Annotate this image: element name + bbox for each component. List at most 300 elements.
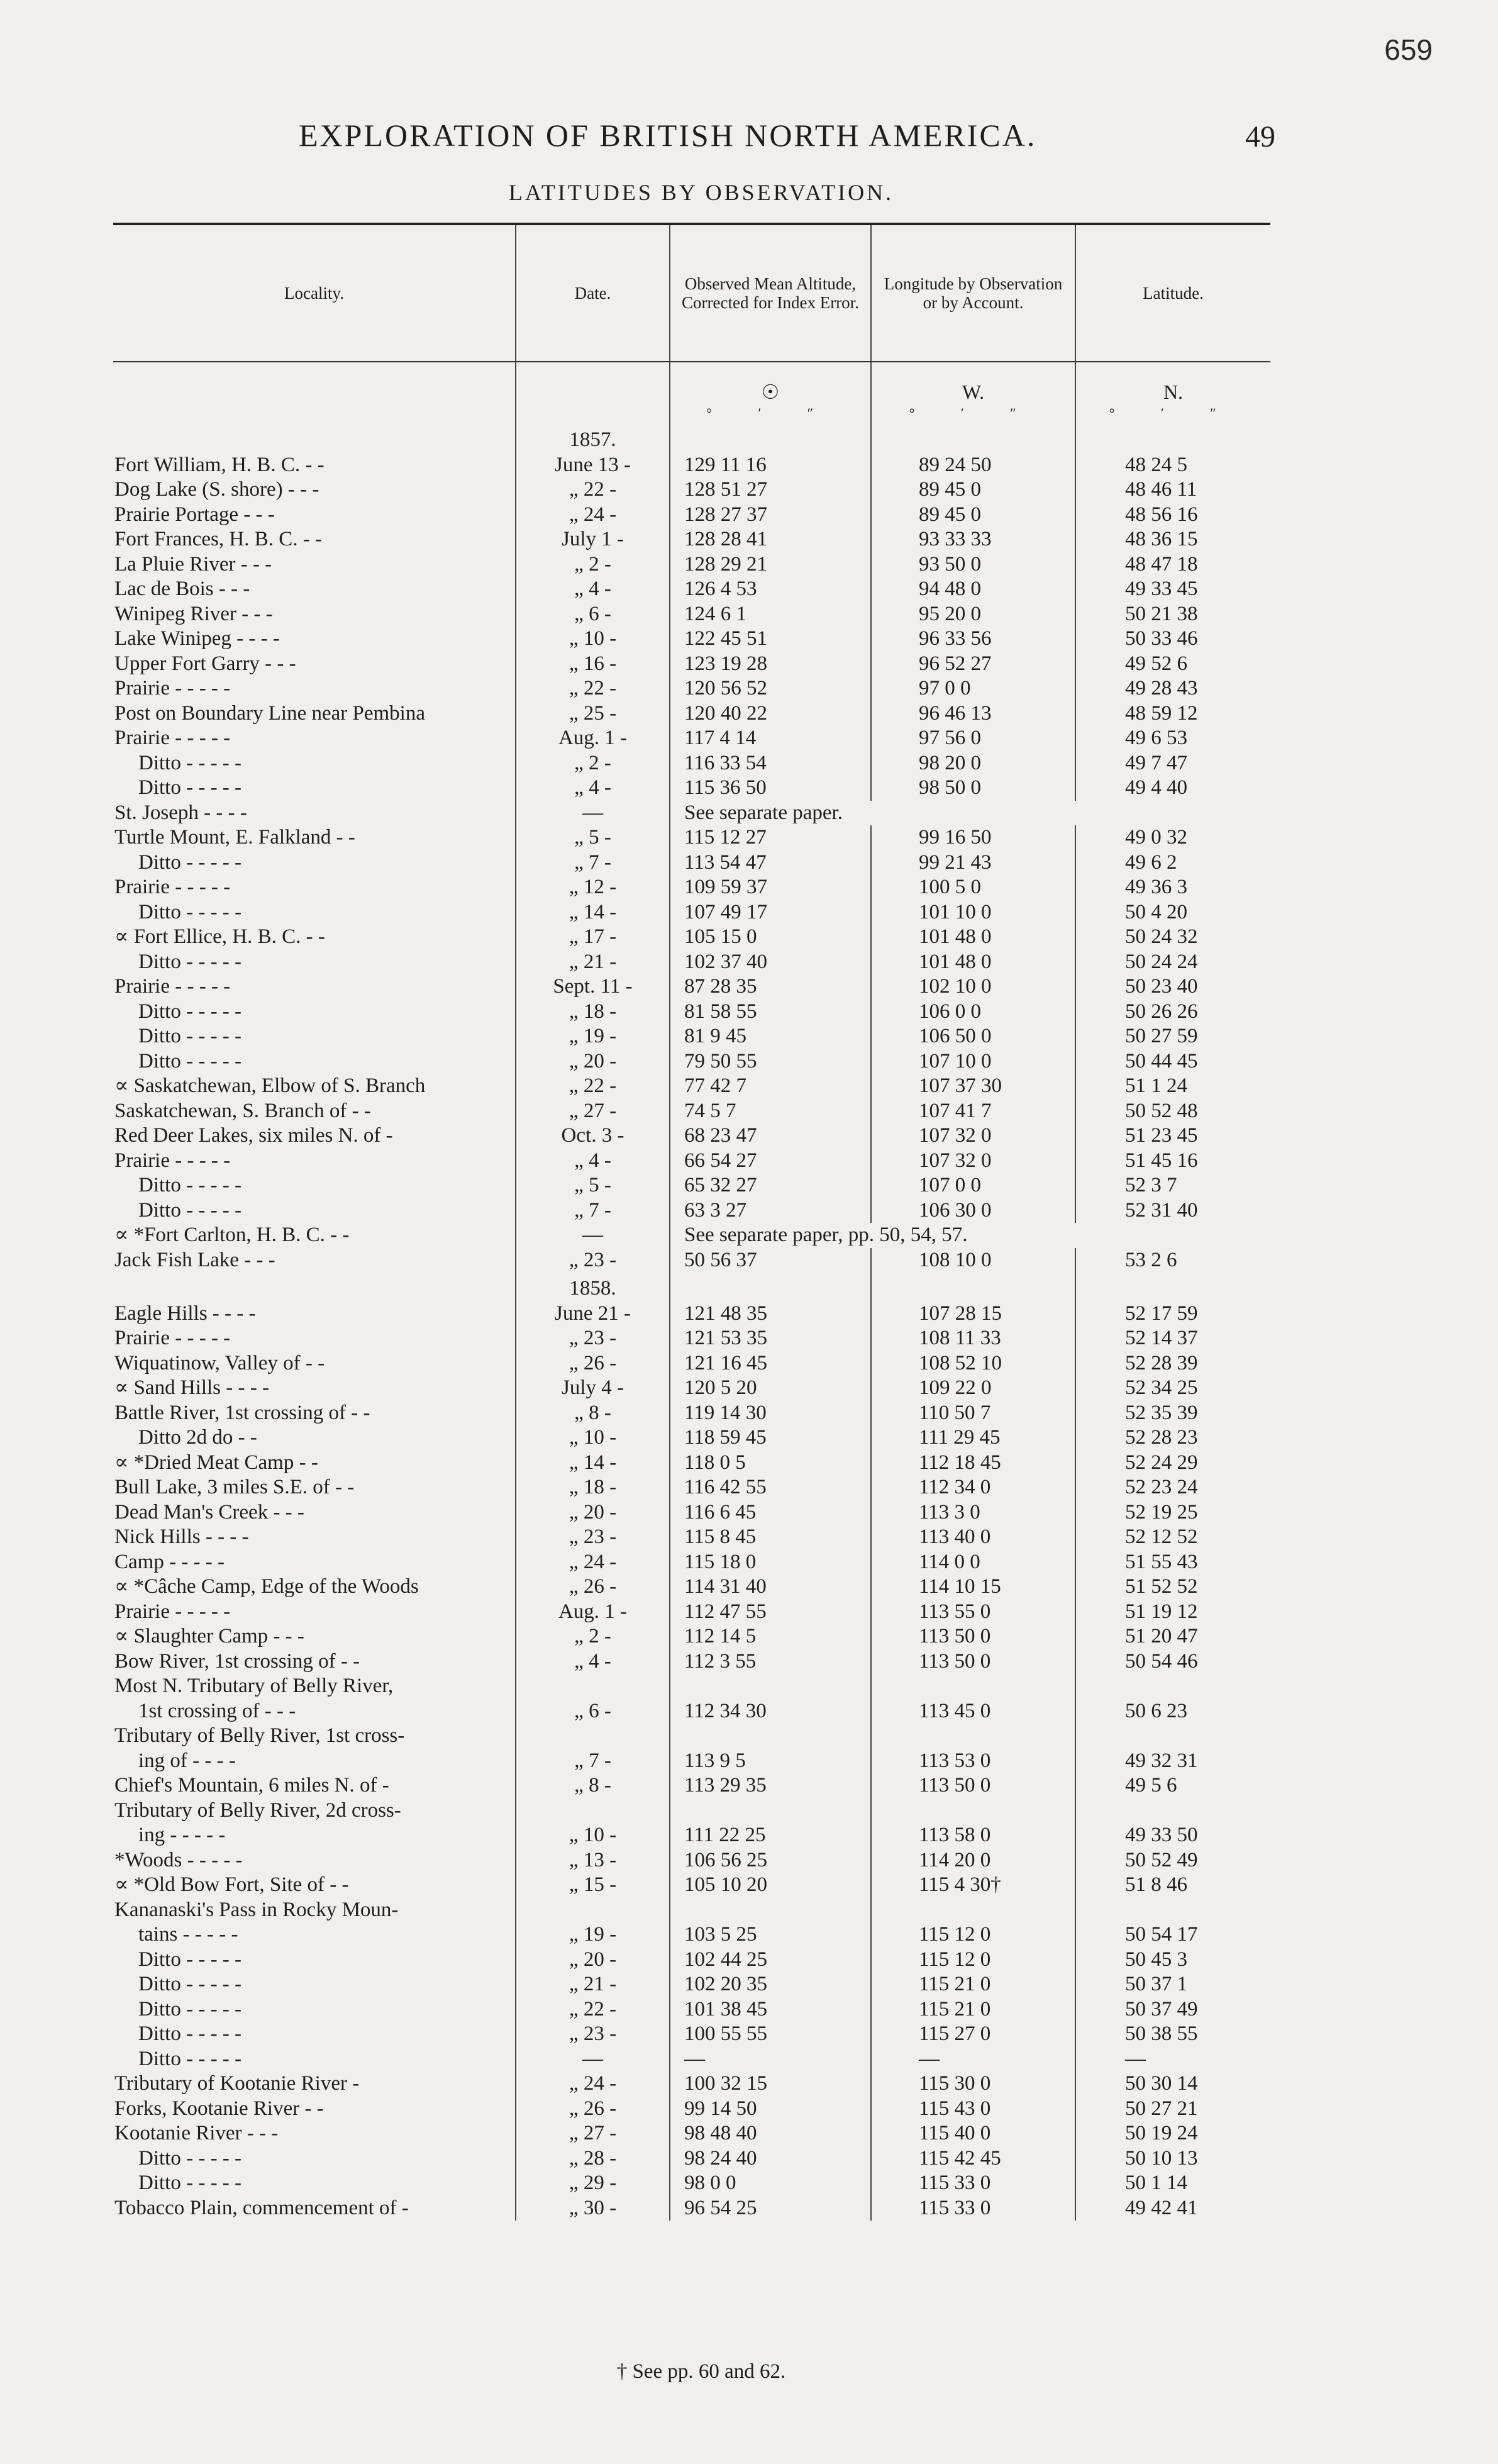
date-cell: „ 26 - <box>516 1351 670 1376</box>
date-cell: „ 13 - <box>516 1848 670 1873</box>
table-row <box>113 1401 1270 1426</box>
longitude-cell: 96 46 13 <box>871 701 1075 727</box>
latitude-cell: 48 59 12 <box>1075 701 1270 727</box>
altitude-cell <box>670 1898 871 1923</box>
locality-cell: Bull Lake, 3 miles S.E. of - - <box>114 1476 355 1498</box>
longitude-cell: 113 50 0 <box>871 1624 1075 1649</box>
longitude-cell: 108 10 0 <box>871 1248 1075 1273</box>
date-cell: „ 17 - <box>516 925 670 950</box>
date-cell: „ 24 - <box>516 503 670 528</box>
latitude-cell: 52 28 23 <box>1075 1425 1270 1451</box>
altitude-cell: 128 29 21 <box>670 552 871 577</box>
latitude-cell <box>1075 1898 1270 1923</box>
latitude-cell: 48 24 5 <box>1075 453 1270 478</box>
longitude-cell: 99 21 43 <box>871 850 1075 876</box>
table-row <box>113 2171 1270 2196</box>
date-cell: „ 19 - <box>516 1024 670 1049</box>
longitude-cell: 112 34 0 <box>871 1475 1075 1500</box>
date-cell: „ 22 - <box>516 477 670 503</box>
table-row <box>113 1049 1270 1074</box>
latitude-cell: 48 36 15 <box>1075 527 1270 552</box>
table-row <box>113 1948 1270 1973</box>
altitude-cell: 100 55 55 <box>670 2022 871 2047</box>
north-symbol: N. <box>1075 381 1270 403</box>
altitude-cell: 105 10 20 <box>670 1873 871 1898</box>
locality-cell: Ditto - - - - - <box>138 2146 242 2170</box>
longitude-cell: 106 50 0 <box>871 1024 1075 1049</box>
altitude-cell: 102 37 40 <box>670 950 871 975</box>
longitude-cell: 93 33 33 <box>871 527 1075 552</box>
table-row <box>113 1376 1270 1401</box>
table-row <box>113 602 1270 627</box>
table-row <box>113 1997 1270 2022</box>
date-cell: „ 2 - <box>516 552 670 577</box>
date-cell: „ 27 - <box>516 2121 670 2146</box>
spacer-row <box>113 362 1270 381</box>
latitude-cell: 50 37 49 <box>1075 1997 1270 2022</box>
altitude-cell: 81 9 45 <box>670 1024 871 1049</box>
locality-cell: Prairie - - - - - <box>114 727 231 749</box>
locality-cell: ∝ Fort Ellice, H. B. C. - - <box>114 925 325 948</box>
table-row <box>113 1773 1270 1798</box>
latitude-cell: 50 33 46 <box>1075 627 1270 652</box>
latitude-cell: 50 27 59 <box>1075 1024 1270 1049</box>
longitude-cell: 113 55 0 <box>871 1600 1075 1625</box>
altitude-cell <box>670 1674 871 1699</box>
longitude-cell: 115 30 0 <box>871 2071 1075 2097</box>
locality-cell: Jack Fish Lake - - - <box>114 1248 275 1271</box>
latitude-cell: 50 52 49 <box>1075 1848 1270 1873</box>
longitude-cell: 98 20 0 <box>871 751 1075 776</box>
locality-cell: ing - - - - - <box>138 1824 226 1846</box>
date-cell: Sept. 11 - <box>516 974 670 1000</box>
locality-cell: ∝ *Câche Camp, Edge of the Woods <box>114 1575 419 1598</box>
longitude-cell: 115 33 0 <box>871 2196 1075 2221</box>
altitude-cell: 115 36 50 <box>670 776 871 801</box>
latitude-cell: 51 8 46 <box>1075 1873 1270 1898</box>
year-row <box>113 1273 1270 1302</box>
date-cell: „ 22 - <box>516 676 670 701</box>
longitude-cell: 113 50 0 <box>871 1649 1075 1675</box>
longitude-cell: 111 29 45 <box>871 1425 1075 1451</box>
table-row <box>113 751 1270 776</box>
date-cell: „ 24 - <box>516 2071 670 2097</box>
date-cell: „ 23 - <box>516 1326 670 1351</box>
longitude-cell: 107 32 0 <box>871 1123 1075 1149</box>
latitude-cell: 48 56 16 <box>1075 503 1270 528</box>
unit-dms-row <box>113 403 1270 424</box>
table-row <box>113 1749 1270 1774</box>
date-cell <box>516 1674 670 1699</box>
date-cell: „ 22 - <box>516 1074 670 1099</box>
latitude-cell: 51 45 16 <box>1075 1149 1270 1174</box>
date-cell: „ 21 - <box>516 950 670 975</box>
table-row <box>113 652 1270 677</box>
latitude-cell: 52 35 39 <box>1075 1401 1270 1426</box>
table-row <box>113 1425 1270 1451</box>
altitude-cell: 106 56 25 <box>670 1848 871 1873</box>
locality-cell: Forks, Kootanie River - - <box>114 2097 324 2120</box>
unit-symbol-row <box>113 381 1270 403</box>
locality-cell: ∝ Saskatchewan, Elbow of S. Branch <box>114 1074 426 1097</box>
altitude-cell: 98 0 0 <box>670 2171 871 2196</box>
locality-cell <box>113 424 516 453</box>
locality-cell: Tributary of Kootanie River - <box>114 2072 360 2095</box>
longitude-cell: 115 42 45 <box>871 2146 1075 2171</box>
longitude-cell: 93 50 0 <box>871 552 1075 577</box>
altitude-cell: 77 42 7 <box>670 1074 871 1099</box>
locality-cell: Prairie - - - - - <box>114 876 231 898</box>
locality-cell: Bow River, 1st crossing of - - <box>114 1649 360 1673</box>
altitude-cell: 128 28 41 <box>670 527 871 552</box>
altitude-cell: 115 8 45 <box>670 1525 871 1550</box>
table-row <box>113 2097 1270 2122</box>
altitude-cell: 121 53 35 <box>670 1326 871 1351</box>
locality-cell: Camp - - - - - <box>114 1550 225 1573</box>
locality-cell: Ditto - - - - - <box>138 950 242 973</box>
header-locality: Locality. <box>113 224 516 362</box>
longitude-cell: 98 50 0 <box>871 776 1075 801</box>
altitude-cell: 101 38 45 <box>670 1997 871 2022</box>
dms-altitude: ° ′ ″ <box>670 403 871 424</box>
longitude-cell: 107 28 15 <box>871 1302 1075 1327</box>
locality-cell: ∝ *Dried Meat Camp - - <box>114 1451 318 1474</box>
longitude-cell: 101 48 0 <box>871 925 1075 950</box>
table-row <box>113 552 1270 577</box>
longitude-cell: 107 0 0 <box>871 1173 1075 1198</box>
table-row <box>113 1699 1270 1724</box>
running-head: EXPLORATION OF BRITISH NORTH AMERICA. <box>299 118 1037 153</box>
altitude-cell: 129 11 16 <box>670 453 871 478</box>
longitude-cell <box>871 1798 1075 1824</box>
longitude-cell: 113 40 0 <box>871 1525 1075 1550</box>
longitude-cell: 115 12 0 <box>871 1948 1075 1973</box>
dms-latitude: ° ′ ″ <box>1075 403 1270 424</box>
latitude-cell: 50 52 48 <box>1075 1099 1270 1124</box>
date-cell: „ 27 - <box>516 1099 670 1124</box>
altitude-cell: 99 14 50 <box>670 2097 871 2122</box>
locality-cell: Ditto - - - - - <box>138 2047 242 2070</box>
longitude-cell: 99 16 50 <box>871 825 1075 850</box>
table-row <box>113 1223 1270 1248</box>
table-row <box>113 2071 1270 2097</box>
date-cell: — <box>516 2047 670 2072</box>
longitude-cell <box>871 424 1075 453</box>
latitude-cell: 50 10 13 <box>1075 2146 1270 2171</box>
latitude-cell: 49 6 53 <box>1075 726 1270 751</box>
folio-number: 49 <box>1245 120 1275 153</box>
date-cell: „ 2 - <box>516 751 670 776</box>
longitude-cell: 102 10 0 <box>871 974 1075 1000</box>
locality-cell: ing of - - - - <box>138 1749 236 1772</box>
table-row <box>113 1624 1270 1649</box>
longitude-cell: 115 21 0 <box>871 1972 1075 1997</box>
locality-cell: Most N. Tributary of Belly River, <box>114 1675 394 1697</box>
latitude-cell <box>1075 424 1270 453</box>
latitude-cell: 49 6 2 <box>1075 850 1270 876</box>
date-cell: „ 6 - <box>516 602 670 627</box>
latitude-cell <box>1075 1724 1270 1749</box>
latitude-cell: 50 38 55 <box>1075 2022 1270 2047</box>
table-row <box>113 1451 1270 1476</box>
date-cell: „ 7 - <box>516 1198 670 1224</box>
latitude-cell: 51 19 12 <box>1075 1600 1270 1625</box>
locality-cell: Ditto 2d do - - <box>138 1426 257 1449</box>
locality-cell: ∝ *Old Bow Fort, Site of - - <box>114 1873 349 1896</box>
locality-cell: Prairie - - - - - <box>114 677 231 700</box>
latitude-cell: 48 47 18 <box>1075 552 1270 577</box>
date-cell: „ 6 - <box>516 1699 670 1724</box>
longitude-cell: 113 58 0 <box>871 1823 1075 1848</box>
date-cell: „ 24 - <box>516 1550 670 1575</box>
latitude-cell: 52 24 29 <box>1075 1451 1270 1476</box>
latitude-cell: 49 32 31 <box>1075 1749 1270 1774</box>
locality-cell <box>113 1273 516 1302</box>
altitude-cell: 102 44 25 <box>670 1948 871 1973</box>
altitude-cell: 128 51 27 <box>670 477 871 503</box>
altitude-cell: 116 33 54 <box>670 751 871 776</box>
table-row <box>113 2146 1270 2171</box>
date-cell: „ 8 - <box>516 1401 670 1426</box>
altitude-cell: 96 54 25 <box>670 2196 871 2221</box>
altitude-cell: 98 48 40 <box>670 2121 871 2146</box>
table-row <box>113 1525 1270 1550</box>
date-cell: „ 10 - <box>516 627 670 652</box>
longitude-cell: 101 48 0 <box>871 950 1075 975</box>
longitude-cell: 114 10 15 <box>871 1575 1075 1600</box>
date-cell: „ 12 - <box>516 875 670 900</box>
altitude-cell: 112 3 55 <box>670 1649 871 1675</box>
altitude-cell: 120 40 22 <box>670 701 871 727</box>
latitude-cell: 53 2 6 <box>1075 1248 1270 1273</box>
date-cell: „ 4 - <box>516 1149 670 1174</box>
altitude-cell <box>670 1273 871 1302</box>
longitude-cell: 115 33 0 <box>871 2171 1075 2196</box>
latitude-cell: 52 23 24 <box>1075 1475 1270 1500</box>
date-cell <box>516 1798 670 1824</box>
locality-cell: Dead Man's Creek - - - <box>114 1500 304 1524</box>
locality-cell: Kananaski's Pass in Rocky Moun- <box>114 1898 399 1921</box>
longitude-cell: 106 30 0 <box>871 1198 1075 1224</box>
locality-cell: Ditto - - - - - <box>138 1174 242 1196</box>
longitude-cell: 113 45 0 <box>871 1699 1075 1724</box>
table-title: LATITUDES BY OBSERVATION. <box>508 180 894 205</box>
table-row <box>113 1500 1270 1525</box>
table-row <box>113 974 1270 1000</box>
latitude-cell: 49 33 45 <box>1075 577 1270 602</box>
table-row <box>113 2022 1270 2047</box>
longitude-cell: 97 0 0 <box>871 676 1075 701</box>
locality-cell: Ditto - - - - - <box>138 1948 242 1971</box>
altitude-cell: 118 0 5 <box>670 1451 871 1476</box>
locality-cell: Chief's Mountain, 6 miles N. of - <box>114 1774 389 1797</box>
locality-cell: Lake Winipeg - - - - <box>114 627 280 650</box>
date-cell: July 1 - <box>516 527 670 552</box>
table-row <box>113 1198 1270 1224</box>
locality-cell: Turtle Mount, E. Falkland - - <box>114 826 355 849</box>
year-cell: 1858. <box>516 1273 670 1302</box>
table-row <box>113 527 1270 552</box>
longitude-cell: 107 37 30 <box>871 1074 1075 1099</box>
altitude-cell: 116 6 45 <box>670 1500 871 1525</box>
table-row <box>113 925 1270 950</box>
longitude-cell <box>871 1724 1075 1749</box>
table-row <box>113 1550 1270 1575</box>
date-cell: „ 5 - <box>516 1173 670 1198</box>
locality-cell: Dog Lake (S. shore) - - - <box>114 478 319 501</box>
longitude-cell: 114 0 0 <box>871 1550 1075 1575</box>
locality-cell: Fort Frances, H. B. C. - - <box>114 528 322 550</box>
table-row <box>113 776 1270 801</box>
latitude-cell <box>1075 1273 1270 1302</box>
altitude-cell: 117 4 14 <box>670 726 871 751</box>
altitude-cell: 102 20 35 <box>670 1972 871 1997</box>
longitude-cell: 96 52 27 <box>871 652 1075 677</box>
note-cell: See separate paper. <box>670 801 1270 826</box>
locality-cell: St. Joseph - - - - <box>114 801 247 824</box>
longitude-cell: 89 45 0 <box>871 503 1075 528</box>
longitude-cell <box>871 1898 1075 1923</box>
latitude-cell: 50 1 14 <box>1075 2171 1270 2196</box>
longitude-cell <box>871 1273 1075 1302</box>
locality-cell: Ditto - - - - - <box>138 776 242 799</box>
longitude-cell: 110 50 7 <box>871 1401 1075 1426</box>
sun-symbol: ☉ <box>670 381 871 403</box>
latitude-cell <box>1075 1674 1270 1699</box>
altitude-cell: 63 3 27 <box>670 1198 871 1224</box>
altitude-cell: 121 48 35 <box>670 1302 871 1327</box>
latitude-cell: 52 28 39 <box>1075 1351 1270 1376</box>
altitude-cell: 114 31 40 <box>670 1575 871 1600</box>
altitude-cell: 103 5 25 <box>670 1922 871 1948</box>
locality-cell: Prairie Portage - - - <box>114 503 275 526</box>
latitude-cell: 50 24 32 <box>1075 925 1270 950</box>
altitude-cell: 98 24 40 <box>670 2146 871 2171</box>
table-row <box>113 627 1270 652</box>
date-cell: „ 20 - <box>516 1049 670 1074</box>
table-row <box>113 1123 1270 1149</box>
latitude-cell: 50 30 14 <box>1075 2071 1270 2097</box>
altitude-cell: 120 56 52 <box>670 676 871 701</box>
date-cell: „ 15 - <box>516 1873 670 1898</box>
year-row <box>113 424 1270 453</box>
table-row <box>113 577 1270 602</box>
latitude-cell: 52 3 7 <box>1075 1173 1270 1198</box>
date-cell: „ 5 - <box>516 825 670 850</box>
longitude-cell: 114 20 0 <box>871 1848 1075 1873</box>
locality-cell: Ditto - - - - - <box>138 1000 242 1023</box>
date-cell: „ 23 - <box>516 2022 670 2047</box>
longitude-cell: 94 48 0 <box>871 577 1075 602</box>
latitude-cell: 49 33 50 <box>1075 1823 1270 1848</box>
date-cell: „ 28 - <box>516 2146 670 2171</box>
locality-cell: Upper Fort Garry - - - <box>114 652 296 675</box>
table-row <box>113 1475 1270 1500</box>
locality-cell: Fort William, H. B. C. - - <box>114 453 325 476</box>
table-row <box>113 477 1270 503</box>
locality-cell: Ditto - - - - - <box>138 2171 242 2194</box>
altitude-cell: 50 56 37 <box>670 1248 871 1273</box>
table-row <box>113 1600 1270 1625</box>
locality-cell: Ditto - - - - - <box>138 1049 242 1073</box>
latitude-cell: 49 4 40 <box>1075 776 1270 801</box>
date-cell: „ 2 - <box>516 1624 670 1649</box>
latitude-cell: 52 19 25 <box>1075 1500 1270 1525</box>
latitude-cell: 49 52 6 <box>1075 652 1270 677</box>
date-cell: „ 7 - <box>516 1749 670 1774</box>
date-cell: „ 7 - <box>516 850 670 876</box>
table-row <box>113 1972 1270 1997</box>
latitude-cell: 49 36 3 <box>1075 875 1270 900</box>
latitude-cell: 50 21 38 <box>1075 602 1270 627</box>
table-row <box>113 1649 1270 1675</box>
locality-cell: Prairie - - - - - <box>114 1600 231 1623</box>
date-cell: „ 23 - <box>516 1525 670 1550</box>
locality-cell: Ditto - - - - - <box>138 850 242 874</box>
latitude-cell: 50 54 46 <box>1075 1649 1270 1675</box>
locality-cell: Tributary of Belly River, 2d cross- <box>114 1798 401 1822</box>
date-cell: Aug. 1 - <box>516 726 670 751</box>
altitude-cell: 113 9 5 <box>670 1749 871 1774</box>
table-row <box>113 1724 1270 1749</box>
table-row <box>113 453 1270 478</box>
table-row <box>113 1873 1270 1898</box>
latitude-cell: 52 12 52 <box>1075 1525 1270 1550</box>
altitude-cell: 112 34 30 <box>670 1699 871 1724</box>
date-cell: — <box>516 801 670 826</box>
longitude-cell: 112 18 45 <box>871 1451 1075 1476</box>
latitude-cell: 50 54 17 <box>1075 1922 1270 1948</box>
longitude-cell: 107 32 0 <box>871 1149 1075 1174</box>
table-row <box>113 1674 1270 1699</box>
header-latitude: Latitude. <box>1075 224 1270 362</box>
latitude-cell: 50 19 24 <box>1075 2121 1270 2146</box>
year-cell: 1857. <box>516 424 670 453</box>
latitude-cell: 51 55 43 <box>1075 1550 1270 1575</box>
latitudes-table <box>113 223 1270 2221</box>
table-row <box>113 1302 1270 1327</box>
table-row <box>113 726 1270 751</box>
latitude-cell: 49 42 41 <box>1075 2196 1270 2221</box>
locality-cell: Wiquatinow, Valley of - - <box>114 1351 325 1374</box>
latitude-cell: — <box>1075 2047 1270 2072</box>
locality-cell: Lac de Bois - - - <box>114 577 250 600</box>
date-cell: Aug. 1 - <box>516 1600 670 1625</box>
longitude-cell: 89 24 50 <box>871 453 1075 478</box>
date-cell: „ 14 - <box>516 1451 670 1476</box>
table-row <box>113 900 1270 925</box>
header-altitude: Observed Mean Altitude, Corrected for Index Error. <box>670 224 871 362</box>
longitude-cell: 113 53 0 <box>871 1749 1075 1774</box>
table-row <box>113 1351 1270 1376</box>
altitude-cell: — <box>670 2047 871 2072</box>
locality-cell: Prairie - - - - - <box>114 975 231 998</box>
footnote: † See pp. 60 and 62. <box>616 2360 786 2383</box>
table-row <box>113 1099 1270 1124</box>
date-cell <box>516 1898 670 1923</box>
date-cell: „ 16 - <box>516 652 670 677</box>
table-row <box>113 1173 1270 1198</box>
altitude-cell: 116 42 55 <box>670 1475 871 1500</box>
latitude-cell <box>1075 1798 1270 1824</box>
date-cell: „ 20 - <box>516 1500 670 1525</box>
latitude-cell: 50 37 1 <box>1075 1972 1270 1997</box>
latitude-cell: 51 1 24 <box>1075 1074 1270 1099</box>
table-row <box>113 701 1270 727</box>
altitude-cell: 87 28 35 <box>670 974 871 1000</box>
longitude-cell: 107 10 0 <box>871 1049 1075 1074</box>
date-cell: „ 4 - <box>516 1649 670 1675</box>
